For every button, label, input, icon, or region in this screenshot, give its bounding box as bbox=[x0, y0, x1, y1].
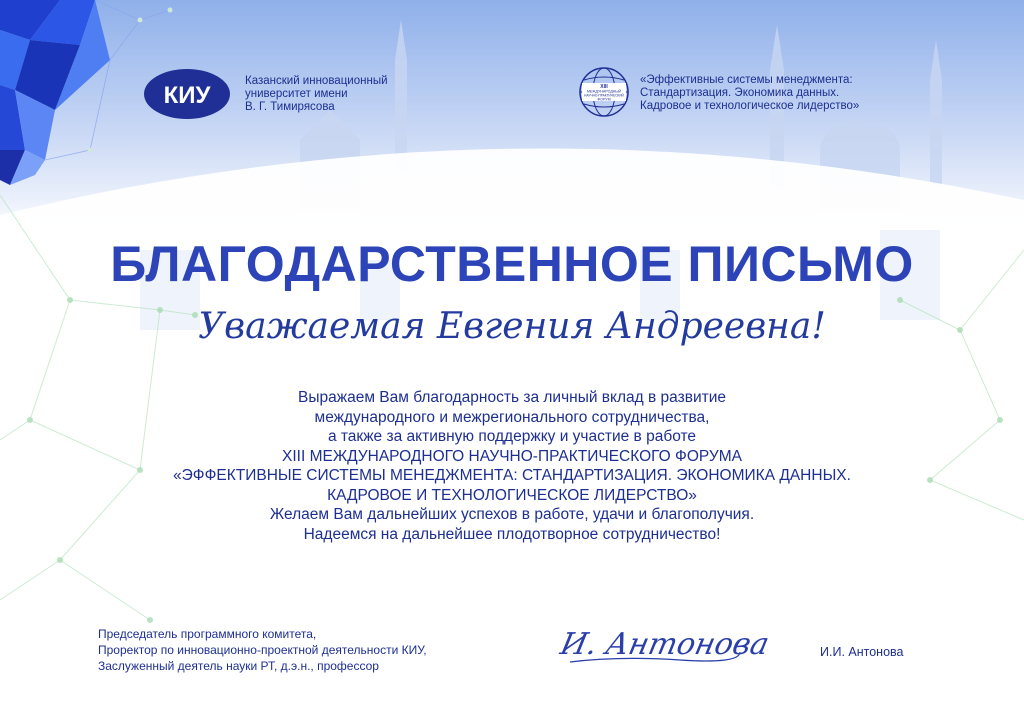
forum-name-line: Кадровое и технологическое лидерство» bbox=[640, 100, 860, 112]
university-logo-text: КИУ bbox=[163, 82, 211, 109]
handwritten-signature bbox=[557, 612, 773, 672]
university-name bbox=[245, 75, 445, 114]
body-line: международного и межрегионального сотрудничества, bbox=[314, 408, 710, 426]
body-line: а также за активную поддержку и участие в работе bbox=[327, 428, 697, 445]
forum-name bbox=[640, 74, 920, 113]
signer-name: И.И. Антонова bbox=[820, 645, 904, 659]
body-line: XIII МЕЖДУНАРОДНОГО НАУЧНО-ПРАКТИЧЕСКОГО ФОРУМА bbox=[282, 447, 742, 465]
body-line: «ЭФФЕКТИВНЫЕ СИСТЕМЫ МЕНЕДЖМЕНТА: СТАНДАРТИЗАЦИЯ. ЭКОНОМИКА ДАННЫХ. bbox=[173, 467, 851, 484]
forum-name-line: «Эффективные системы менеджмента: bbox=[640, 74, 853, 86]
university-name-line: Казанский инновационный bbox=[245, 75, 388, 87]
signature-text: И. Антонова bbox=[557, 627, 773, 662]
forum-emblem-text: НАУЧНО-ПРАКТИЧЕСКИЙ bbox=[584, 93, 624, 98]
forum-emblem-text: XIII bbox=[600, 84, 608, 90]
university-name-line: В. Г. Тимирясова bbox=[245, 101, 335, 113]
body-line: Желаем Вам дальнейших успехов в работе, удачи и благополучия. bbox=[269, 506, 755, 523]
body-line: Выражаем Вам благодарность за личный вклад в развитие bbox=[297, 389, 726, 406]
letter-body bbox=[60, 388, 964, 544]
body-line: Надеемся на дальнейшее плодотворное сотрудничество! bbox=[303, 525, 721, 543]
forum-emblem-text: ФОРУМ bbox=[597, 97, 611, 102]
body-line: КАДРОВОЕ И ТЕХНОЛОГИЧЕСКОЕ ЛИДЕРСТВО» bbox=[327, 486, 697, 504]
signer-position-line: Проректор по инновационно-проектной деятельности КИУ, bbox=[98, 643, 427, 657]
forum-name-line: Стандартизация. Экономика данных. bbox=[640, 87, 840, 99]
forum-globe-icon bbox=[576, 64, 632, 120]
university-name-line: университет имени bbox=[245, 88, 348, 100]
greeting: Уважаемая Евгения Андреевна! bbox=[198, 306, 826, 347]
document-title: БЛАГОДАРСТВЕННОЕ ПИСЬМО bbox=[110, 236, 914, 292]
forum-emblem-text: МЕЖДУНАРОДНЫЙ bbox=[586, 89, 622, 94]
signer-position bbox=[98, 626, 538, 674]
signer-position-line: Заслуженный деятель науки РТ, д.э.н., профессор bbox=[98, 659, 379, 673]
signer-position-line: Председатель программного комитета, bbox=[98, 627, 317, 641]
university-logo bbox=[143, 68, 231, 120]
